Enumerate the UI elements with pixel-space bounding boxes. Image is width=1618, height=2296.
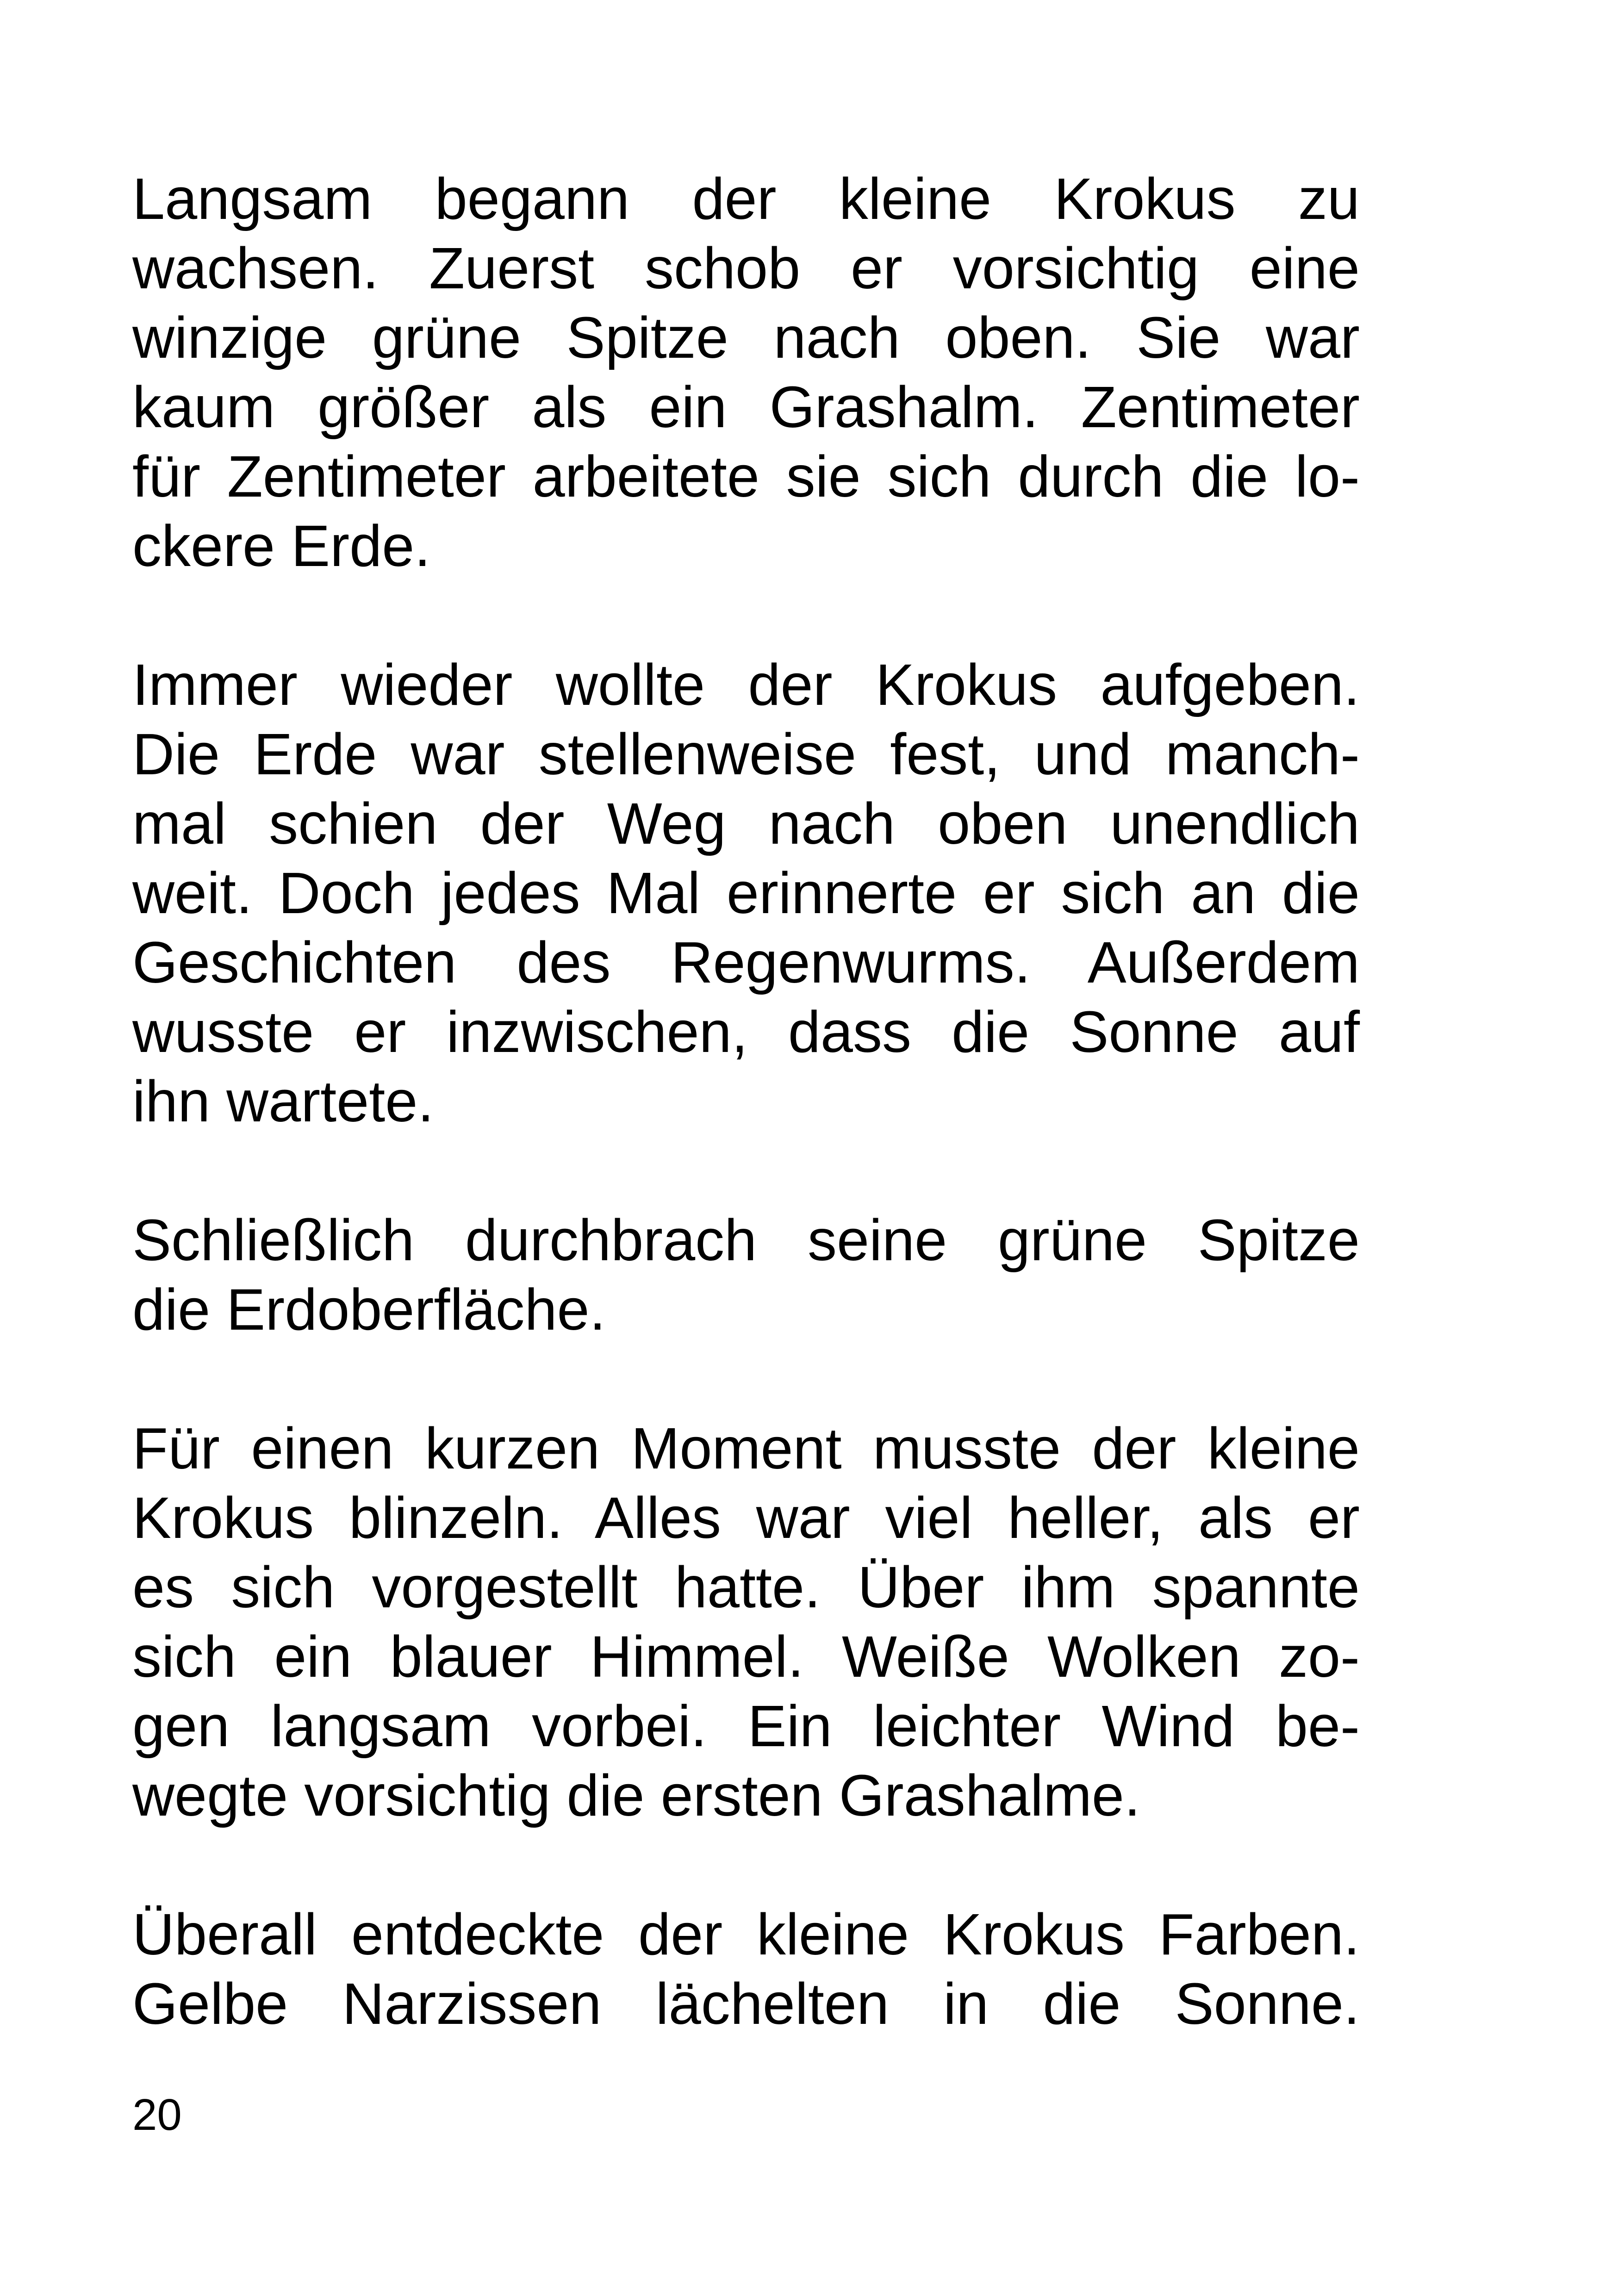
text-line: Geschichten des Regenwurms. Außerdem xyxy=(132,930,1360,995)
text-line: mal schien der Weg nach oben unendlich xyxy=(132,791,1360,856)
text-line: kaum größer als ein Grashalm. Zentimeter xyxy=(132,374,1360,440)
text-line: Schließlich durchbrach seine grüne Spitze xyxy=(132,1207,1360,1273)
text-line: wegte vorsichtig die ersten Grashalme. xyxy=(132,1763,1140,1828)
paragraph xyxy=(132,1900,1360,2039)
page-number: 20 xyxy=(132,2090,182,2140)
text-line: die Erdoberfläche. xyxy=(132,1277,606,1342)
body-text xyxy=(132,164,1360,2039)
text-line: wusste er inzwischen, dass die Sonne auf xyxy=(132,999,1360,1064)
text-line: Immer wieder wollte der Krokus aufgeben. xyxy=(132,652,1360,717)
paragraph xyxy=(132,164,1360,581)
paragraph xyxy=(132,1206,1360,1344)
text-line: ihn wartete. xyxy=(132,1069,434,1134)
paragraph xyxy=(132,1414,1360,1830)
text-line: Langsam begann der kleine Krokus zu xyxy=(132,166,1360,231)
text-line: Gelbe Narzissen lächelten in die Sonne. xyxy=(132,1971,1360,2036)
text-line: gen langsam vorbei. Ein leichter Wind be- xyxy=(132,1693,1360,1759)
paragraph-gap xyxy=(132,1136,1360,1206)
text-line: ckere Erde. xyxy=(132,513,431,579)
text-line: Für einen kurzen Moment musste der kleine xyxy=(132,1416,1360,1481)
text-line: es sich vorgestellt hatte. Über ihm spannte xyxy=(132,1555,1360,1620)
text-line: wachsen. Zuerst schob er vorsichtig eine xyxy=(132,236,1360,301)
paragraph xyxy=(132,650,1360,1136)
text-line: winzige grüne Spitze nach oben. Sie war xyxy=(132,305,1360,370)
paragraph-gap xyxy=(132,1344,1360,1414)
text-line: weit. Doch jedes Mal erinnerte er sich an die xyxy=(132,860,1360,926)
paragraph-gap xyxy=(132,1830,1360,1900)
text-line: Überall entdeckte der kleine Krokus Farben. xyxy=(132,1902,1360,1967)
text-line: für Zentimeter arbeitete sie sich durch die lo- xyxy=(132,444,1360,509)
paragraph-gap xyxy=(132,581,1360,650)
text-line: sich ein blauer Himmel. Weiße Wolken zo- xyxy=(132,1624,1360,1689)
text-line: Die Erde war stellenweise fest, und manch- xyxy=(132,722,1360,787)
text-line: Krokus blinzeln. Alles war viel heller, als er xyxy=(132,1485,1360,1550)
